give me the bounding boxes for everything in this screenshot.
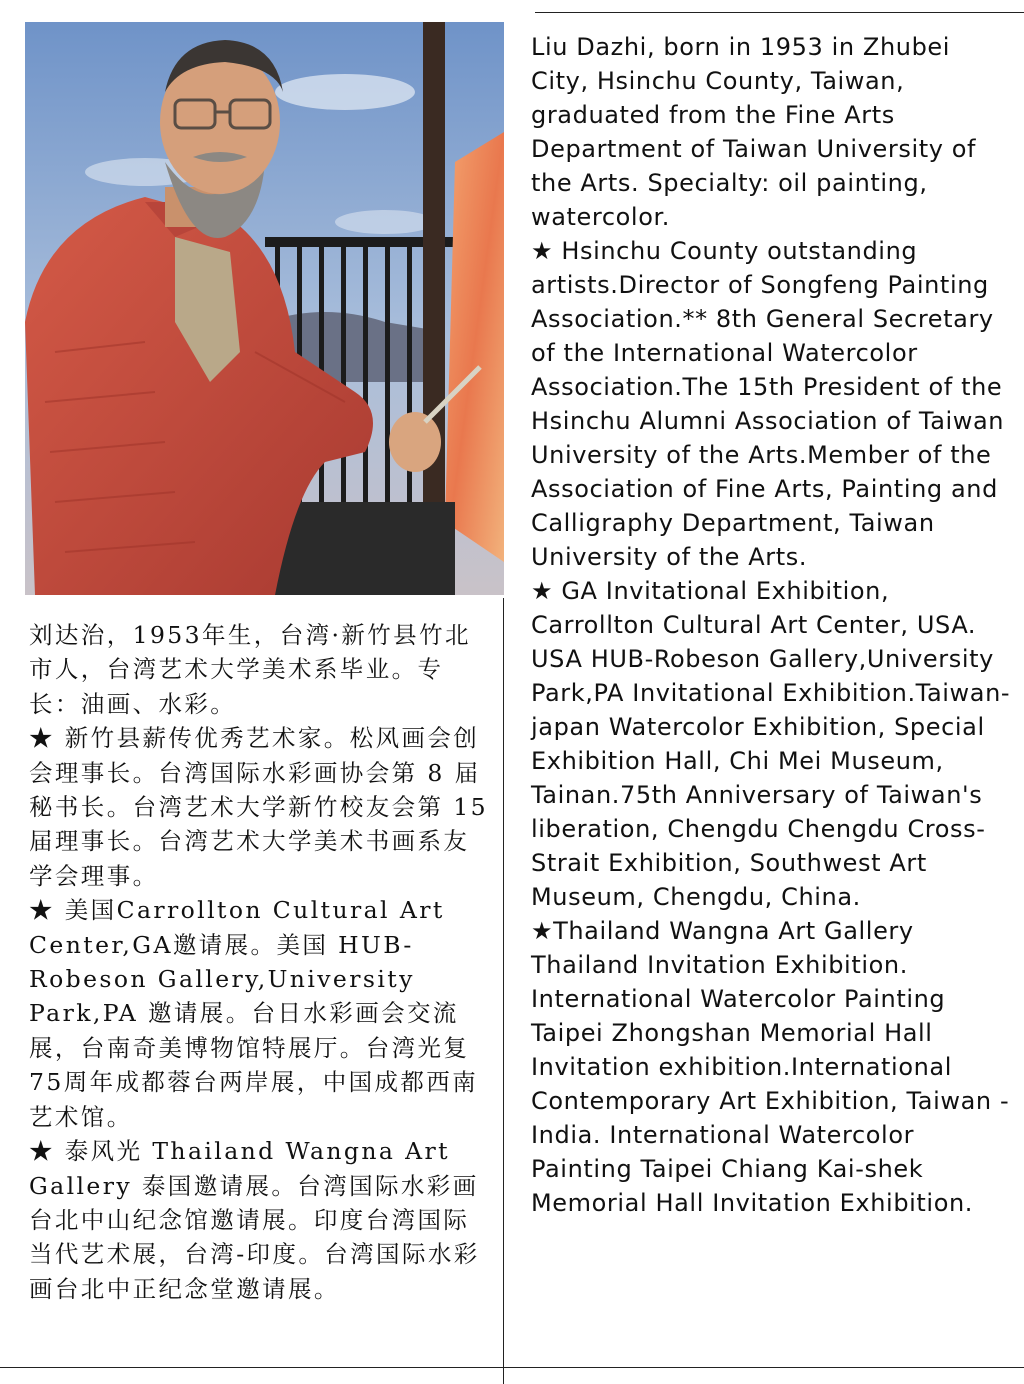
chinese-paragraph: ★ 泰风光 Thailand Wangna Art Gallery 泰国邀请展。台湾国际水彩画台北中山纪念馆邀请展。印度台湾国际当代艺术展，台湾-印度。台湾国际水彩画台北中正纪念堂邀请展。	[29, 1137, 480, 1303]
english-paragraph: ★ GA Invitational Exhibition, Carrollton Cultural Art Center, USA. USA HUB-Robeson Gallery,University Park,PA Invitational Exhibition.Taiwan-japan Watercolor Exhibition, Special Exhibition Hall, Chi Mei Museum, Tainan.75th Anniversary of Taiwan's liberation, Chengdu Chengdu Cross-Strait Exhibition, Southwest Art Museum, Chengdu, China.	[531, 577, 1011, 911]
portrait-photo	[25, 22, 504, 595]
english-paragraph: ★ Hsinchu County outstanding artists.Director of Songfeng Painting Association.** 8th General Secretary of the International Watercolor Association.The 15th President of the Hsinchu Alumni Association of Taiwan University of the Arts.Member of the Association of Fine Arts, Painting and Calligraphy Department, Taiwan University of the Arts.	[531, 237, 1005, 571]
top-rule	[535, 12, 1024, 13]
column-divider	[503, 598, 504, 1384]
chinese-paragraph: 刘达治，1953年生，台湾·新竹县竹北市人，台湾艺术大学美术系毕业。专长：油画、水彩。	[29, 621, 471, 718]
english-paragraph: Liu Dazhi, born in 1953 in Zhubei City, Hsinchu County, Taiwan, graduated from the Fine Arts Department of Taiwan University of the Arts. Specialty: oil painting, watercolor.	[531, 33, 977, 231]
english-paragraph: ★Thailand Wangna Art Gallery Thailand Invitation Exhibition. International Watercolor Painting Taipei Zhongshan Memorial Hall Invitation exhibition.International Contemporary Art Exhibition, Taiwan - India. International Watercolor Painting Taipei Chiang Kai-shek Memorial Hall Invitation Exhibition.	[531, 917, 1010, 1217]
chinese-bio	[29, 618, 489, 1306]
english-bio	[531, 30, 1011, 1220]
chinese-paragraph: ★ 新竹县薪传优秀艺术家。松风画会创会理事长。台湾国际水彩画协会第 8 届秘书长。台湾艺术大学新竹校友会第 15届理事长。台湾艺术大学美术书画系友学会理事。	[29, 724, 488, 890]
bottom-rule	[0, 1367, 1024, 1368]
portrait-illustration	[25, 22, 504, 595]
chinese-paragraph: ★ 美国Carrollton Cultural Art Center,GA邀请展。美国 HUB-Robeson Gallery,University Park,PA 邀请展。台日水彩画会交流展，台南奇美博物馆特展厅。台湾光复75周年成都蓉台两岸展，中国成都西南艺术馆。	[29, 896, 479, 1131]
